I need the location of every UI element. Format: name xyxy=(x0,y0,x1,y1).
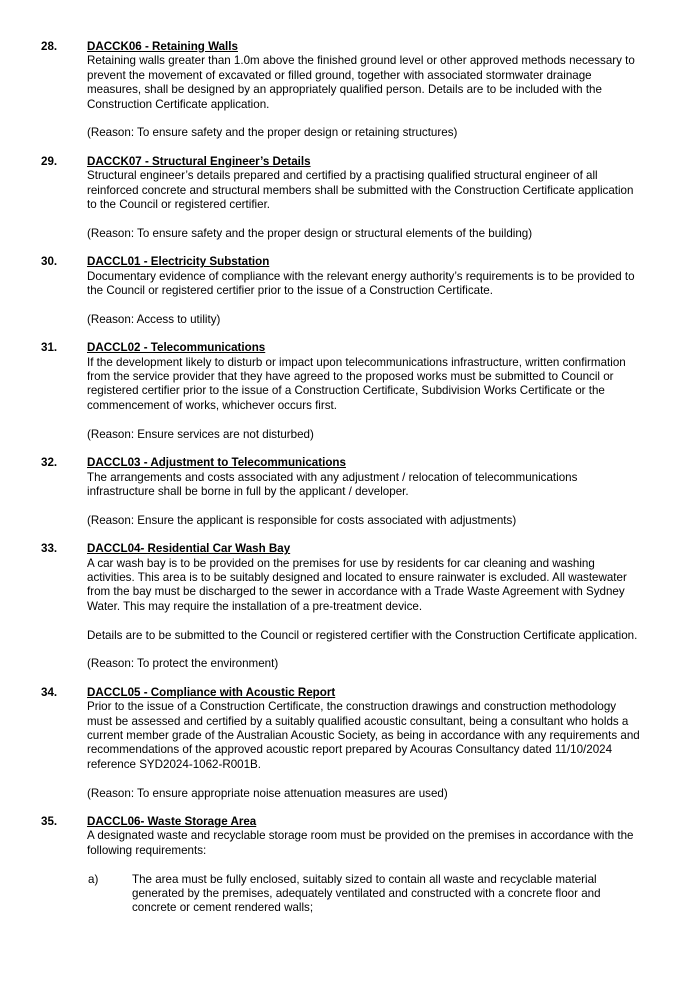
condition-31 xyxy=(0,341,683,442)
condition-title: DACCK06 - Retaining Walls xyxy=(87,40,238,53)
condition-title: DACCK07 - Structural Engineer’s Details xyxy=(87,154,311,168)
condition-title: DACCL03 - Adjustment to Telecommunications xyxy=(87,456,346,470)
condition-title: DACCL02 - Telecommunications xyxy=(87,341,266,355)
list-item-text: The area must be fully enclosed, suitably sized to contain all waste and recyclable material generated by the premises, adequately ventilated and constructed with a concrete floor and concrete or cement rendered walls; xyxy=(132,872,601,915)
condition-number: 28. xyxy=(41,40,58,53)
list-item xyxy=(88,872,639,916)
condition-33 xyxy=(0,542,683,672)
condition-reason: (Reason: Ensure services are not disturbed) xyxy=(87,427,314,441)
condition-reason: (Reason: To ensure safety and the proper design or retaining structures) xyxy=(87,126,458,140)
condition-34 xyxy=(0,686,683,801)
condition-28 xyxy=(0,40,683,141)
condition-reason: (Reason: Ensure the applicant is responsible for costs associated with adjustments) xyxy=(87,513,517,527)
condition-paragraph: If the development likely to disturb or impact upon telecommunications infrastructure, written confirmation from the service provider that they have agreed to the proposed works must be submitted to Council or registered certifier prior to the issue of a Construction Certificate, Subdivision Works Certificate or the commencement of works, whichever occurs first. xyxy=(87,355,626,412)
condition-reason: (Reason: To ensure appropriate noise attenuation measures are used) xyxy=(87,786,448,800)
condition-30 xyxy=(0,255,683,327)
condition-paragraph: Retaining walls greater than 1.0m above the finished ground level or other approved methods necessary to prevent the movement of excavated or filled ground, together with associated stormwater drainage measures, shall be designed by an appropriately qualified person. Details are to be included with the Construction Certificate application. xyxy=(87,54,635,111)
condition-paragraph: Documentary evidence of compliance with the relevant energy authority’s requirements is to be provided to the Council or registered certifier prior to the issue of a Construction Certificate. xyxy=(87,269,635,298)
condition-number: 35. xyxy=(41,814,58,828)
condition-35 xyxy=(0,815,683,916)
condition-title: DACCL05 - Compliance with Acoustic Report xyxy=(87,685,336,699)
condition-title: DACCL01 - Electricity Substation xyxy=(87,255,270,269)
list-item-label: a) xyxy=(88,872,99,886)
condition-reason: (Reason: Access to utility) xyxy=(87,312,221,326)
condition-paragraph: A car wash bay is to be provided on the premises for use by residents for car cleaning and washing activities. This area is to be suitably designed and located to ensure rainwater is excluded. All wastewater from the bay must be discharged to the sewer in accordance with a Trade Waste Agreement with Sydney Water. This may require the installation of a pre-treatment device. xyxy=(87,556,627,613)
condition-title: DACCL06- Waste Storage Area xyxy=(87,814,257,828)
condition-number: 31. xyxy=(41,341,58,355)
condition-reason: (Reason: To ensure safety and the proper design or structural elements of the building) xyxy=(87,226,533,240)
condition-number: 33. xyxy=(41,542,58,556)
condition-number: 32. xyxy=(41,456,58,470)
condition-paragraph: Structural engineer’s details prepared and certified by a practising qualified structural engineer of all reinforced concrete and structural members shall be submitted with the Construction Certificate application to the Council or registered certifier. xyxy=(87,169,634,212)
condition-32 xyxy=(0,456,683,528)
condition-paragraph: Details are to be submitted to the Council or registered certifier with the Construction Certificate application. xyxy=(87,628,638,642)
condition-reason: (Reason: To protect the environment) xyxy=(87,657,279,671)
document-page xyxy=(0,40,683,930)
condition-number: 29. xyxy=(41,154,58,168)
condition-number: 34. xyxy=(41,685,58,699)
condition-title: DACCL04- Residential Car Wash Bay xyxy=(87,542,291,556)
condition-paragraph: Prior to the issue of a Construction Certificate, the construction drawings and construction methodology must be assessed and certified by a suitably qualified acoustic consultant, being a consultant who holds a current member grade of the Australian Acoustic Society, as being in accordance with any requirements and recommendations of the approved acoustic report prepared by Acouras Consultancy dated 11/10/2024 reference SYD2024-1062-R001B. xyxy=(87,700,640,771)
condition-29 xyxy=(0,155,683,241)
condition-paragraph: The arrangements and costs associated with any adjustment / relocation of telecommunications infrastructure shall be borne in full by the applicant / developer. xyxy=(87,470,578,498)
condition-paragraph: A designated waste and recyclable storage room must be provided on the premises in accordance with the following requirements: xyxy=(87,829,634,857)
condition-number: 30. xyxy=(41,255,58,269)
